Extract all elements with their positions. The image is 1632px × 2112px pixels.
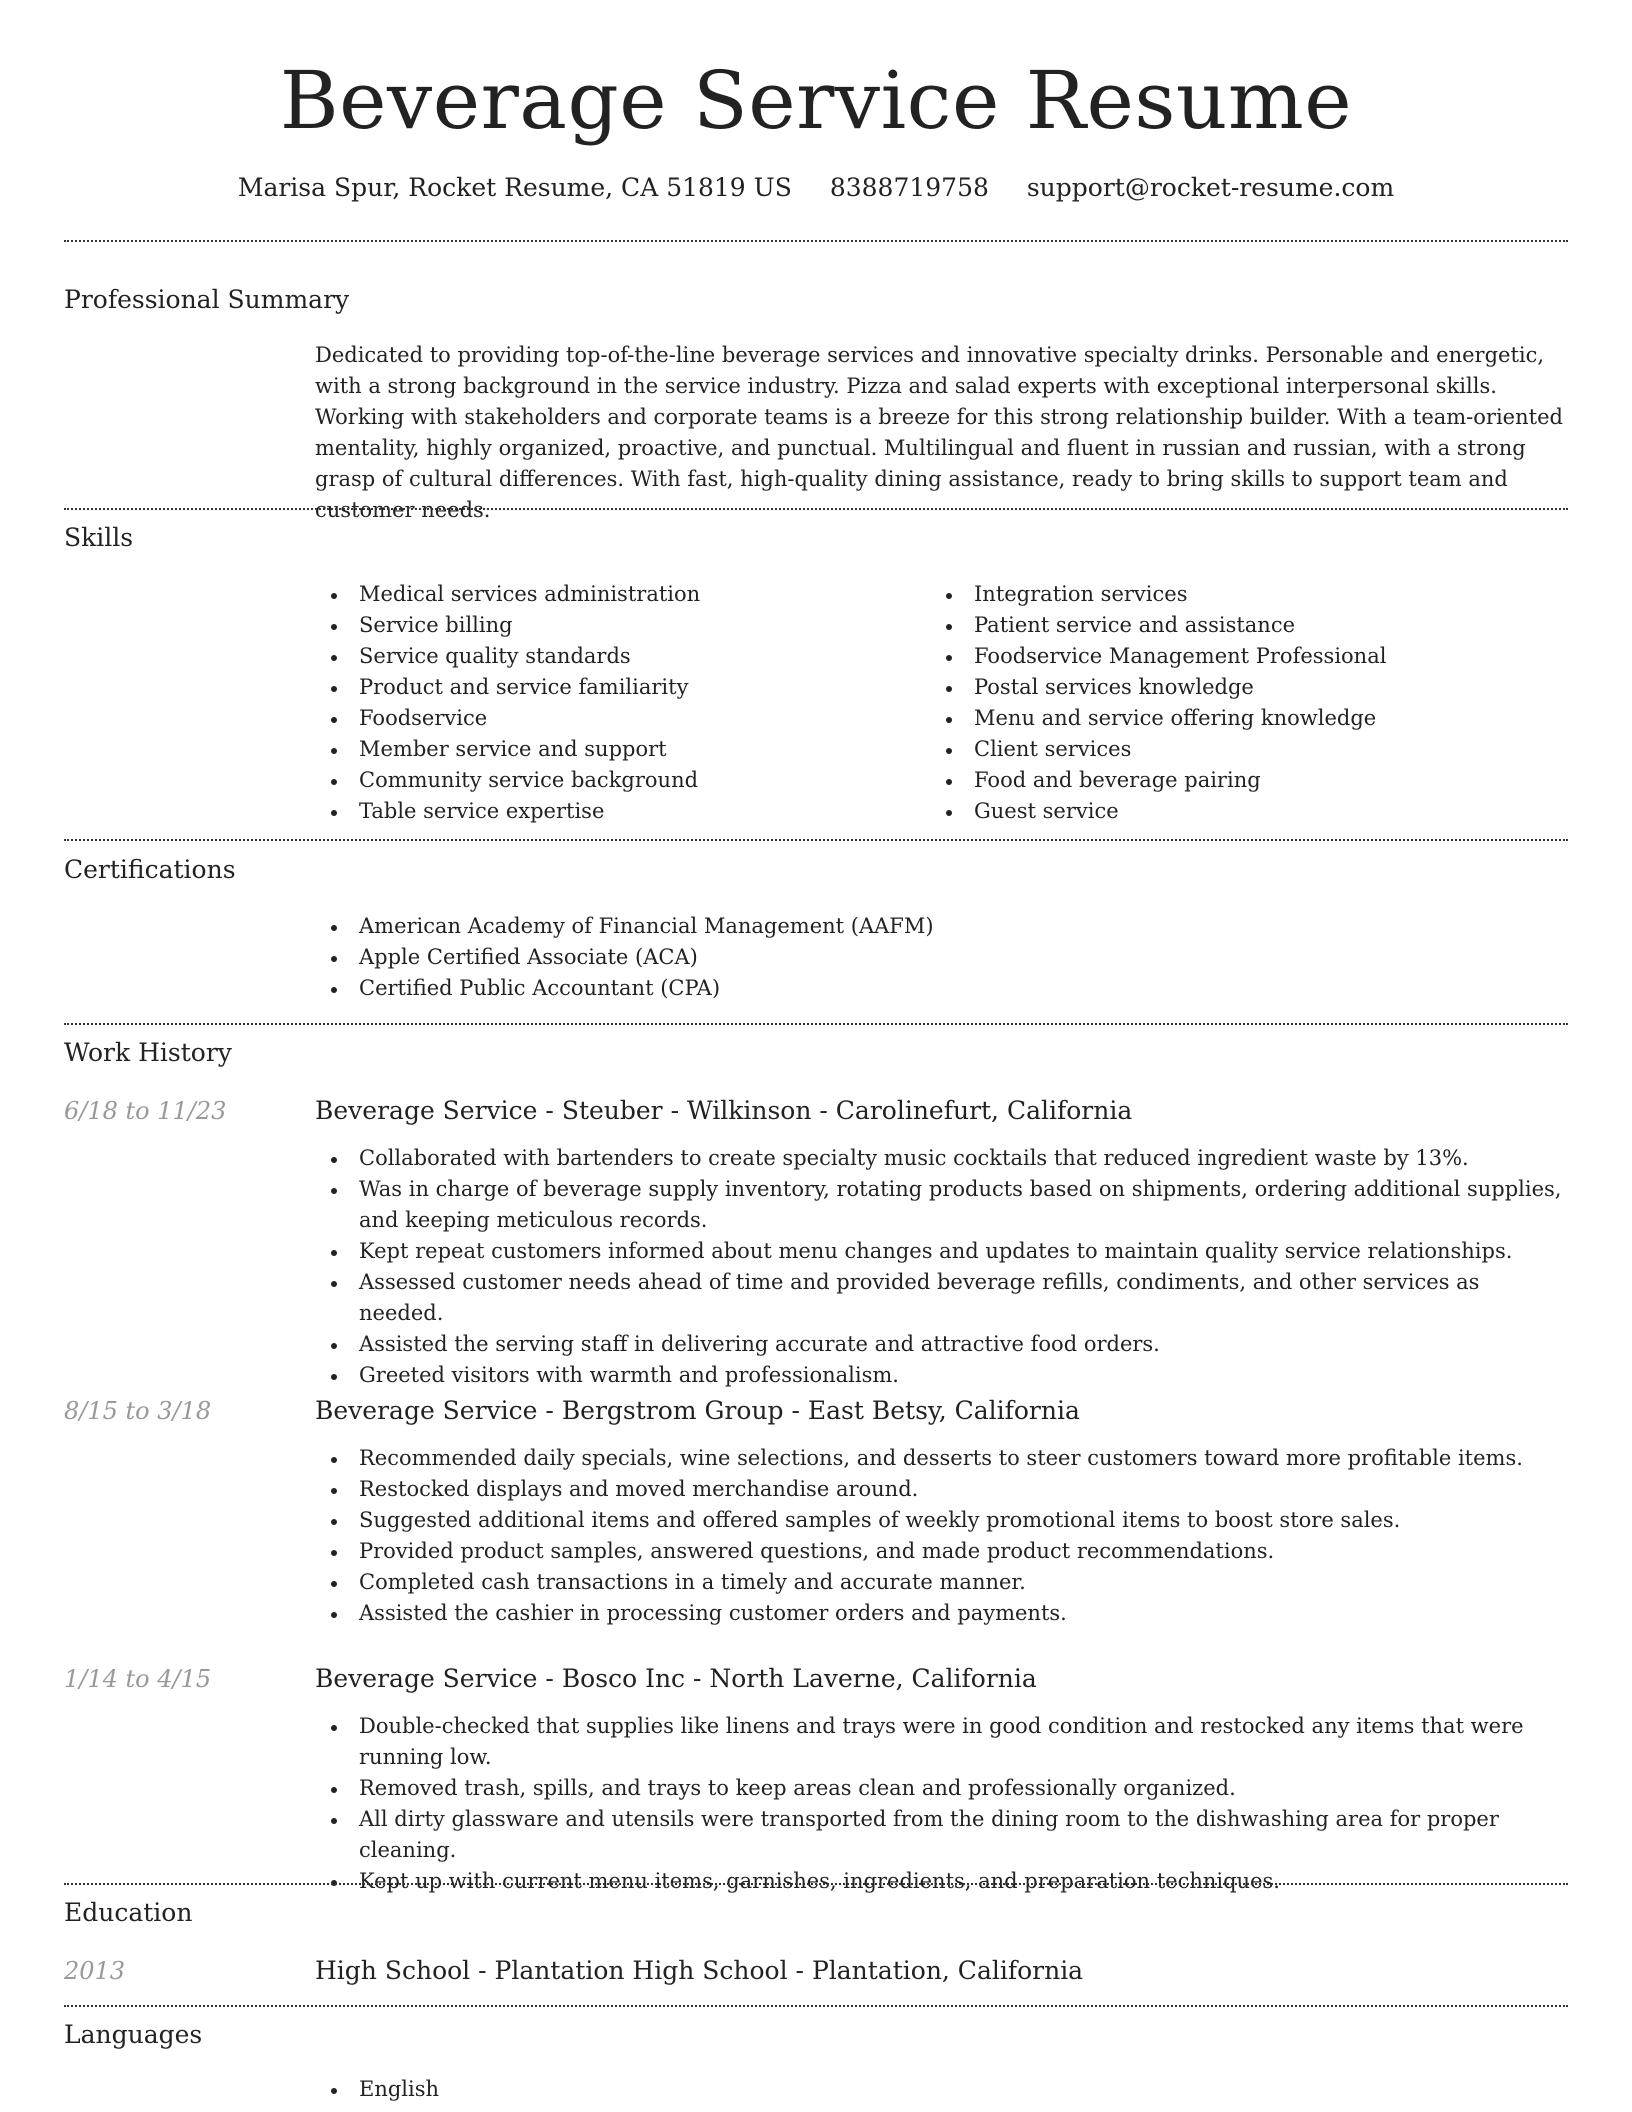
contact-line <box>0 168 1632 208</box>
job-bullet: Restocked displays and moved merchandise around. <box>315 1474 1565 1505</box>
divider <box>64 508 1568 510</box>
skill-item: Postal services knowledge <box>930 672 1550 703</box>
job-bullet: Kept up with current menu items, garnishes, ingredients, and preparation techniques. <box>315 1866 1565 1897</box>
job-bullet: Assisted the serving staff in delivering accurate and attractive food orders. <box>315 1329 1565 1360</box>
skill-item: Food and beverage pairing <box>930 765 1550 796</box>
contact-phone: 8388719758 <box>829 173 989 202</box>
divider <box>64 839 1568 841</box>
skill-item: Medical services administration <box>315 579 915 610</box>
skill-item: Table service expertise <box>315 796 915 827</box>
section-heading-work-history: Work History <box>64 1038 232 1067</box>
job-bullet: Assessed customer needs ahead of time and provided beverage refills, condiments, and other services as needed. <box>315 1267 1565 1329</box>
summary-text: Dedicated to providing top-of-the-line beverage services and innovative specialty drinks. Personable and energetic, with a strong background in the service industry. Pizza and salad experts with exceptional interpersonal skills. Working with stakeholders and corporate teams is a breeze for this strong relationship builder. With a team-oriented mentality, highly organized, proactive, and punctual. Multilingual and fluent in russian and russian, with a strong grasp of cultural differences. With fast, high-quality dining assistance, ready to bring skills to support team and customer needs. <box>315 343 1563 522</box>
job-bullet: Suggested additional items and offered samples of weekly promotional items to boost store sales. <box>315 1505 1565 1536</box>
divider <box>64 240 1568 242</box>
skill-item: Product and service familiarity <box>315 672 915 703</box>
certification-item: American Academy of Financial Management (AAFM) <box>315 911 1565 942</box>
job-bullets <box>315 1443 1565 1629</box>
skill-item: Foodservice <box>315 703 915 734</box>
job-bullet: Double-checked that supplies like linens and trays were in good condition and restocked any items that were running low. <box>315 1711 1565 1773</box>
job-bullet: Collaborated with bartenders to create specialty music cocktails that reduced ingredient waste by 13%. <box>315 1143 1565 1174</box>
job-dates: 8/15 to 3/18 <box>64 1397 212 1425</box>
section-heading-skills: Skills <box>64 523 134 552</box>
skills-list-right <box>930 579 1550 827</box>
section-heading-languages: Languages <box>64 2020 203 2049</box>
job-bullet: Recommended daily specials, wine selections, and desserts to steer customers toward more profitable items. <box>315 1443 1565 1474</box>
job-bullet: Kept repeat customers informed about menu changes and updates to maintain quality service relationships. <box>315 1236 1565 1267</box>
skill-item: Patient service and assistance <box>930 610 1550 641</box>
job-title: Beverage Service - Bosco Inc - North Laverne, California <box>315 1664 1037 1693</box>
resume-title: Beverage Service Resume <box>279 54 1353 147</box>
skill-item: Service quality standards <box>315 641 915 672</box>
skill-item: Foodservice Management Professional <box>930 641 1550 672</box>
certifications-list <box>315 911 1565 1004</box>
skill-item: Integration services <box>930 579 1550 610</box>
job-bullets <box>315 1143 1565 1391</box>
skill-item: Community service background <box>315 765 915 796</box>
job-title: Beverage Service - Steuber - Wilkinson - Carolinefurt, California <box>315 1096 1133 1125</box>
job-bullet: All dirty glassware and utensils were transported from the dining room to the dishwashing area for proper cleaning. <box>315 1804 1565 1866</box>
job-bullet: Removed trash, spills, and trays to keep areas clean and professionally organized. <box>315 1773 1565 1804</box>
job-bullet: Greeted visitors with warmth and professionalism. <box>315 1360 1565 1391</box>
divider <box>64 1883 1568 1885</box>
languages-list <box>315 2074 915 2105</box>
section-heading-certifications: Certifications <box>64 855 236 884</box>
contact-email: support@rocket-resume.com <box>1026 173 1395 202</box>
certification-item: Apple Certified Associate (ACA) <box>315 942 1565 973</box>
job-bullets <box>315 1711 1565 1897</box>
skill-item: Service billing <box>315 610 915 641</box>
job-bullet: Completed cash transactions in a timely and accurate manner. <box>315 1567 1565 1598</box>
skill-item: Client services <box>930 734 1550 765</box>
certification-item: Certified Public Accountant (CPA) <box>315 973 1565 1004</box>
job-dates: 6/18 to 11/23 <box>64 1097 227 1125</box>
divider <box>64 2005 1568 2007</box>
job-bullet: Provided product samples, answered questions, and made product recommendations. <box>315 1536 1565 1567</box>
skill-item: Guest service <box>930 796 1550 827</box>
section-heading-summary: Professional Summary <box>64 285 350 314</box>
skill-item: Member service and support <box>315 734 915 765</box>
skill-item: Menu and service offering knowledge <box>930 703 1550 734</box>
job-dates: 1/14 to 4/15 <box>64 1665 212 1693</box>
language-item: English <box>315 2074 915 2105</box>
job-bullet: Was in charge of beverage supply inventory, rotating products based on shipments, ordering additional supplies, and keeping meticulous records. <box>315 1174 1565 1236</box>
skills-list-left <box>315 579 915 827</box>
job-title: Beverage Service - Bergstrom Group - East Betsy, California <box>315 1396 1080 1425</box>
contact-address: Marisa Spur, Rocket Resume, CA 51819 US <box>237 173 792 202</box>
education-title: High School - Plantation High School - Plantation, California <box>315 1956 1084 1985</box>
divider <box>64 1023 1568 1025</box>
section-heading-education: Education <box>64 1898 193 1927</box>
education-date: 2013 <box>64 1957 126 1985</box>
job-bullet: Assisted the cashier in processing customer orders and payments. <box>315 1598 1565 1629</box>
